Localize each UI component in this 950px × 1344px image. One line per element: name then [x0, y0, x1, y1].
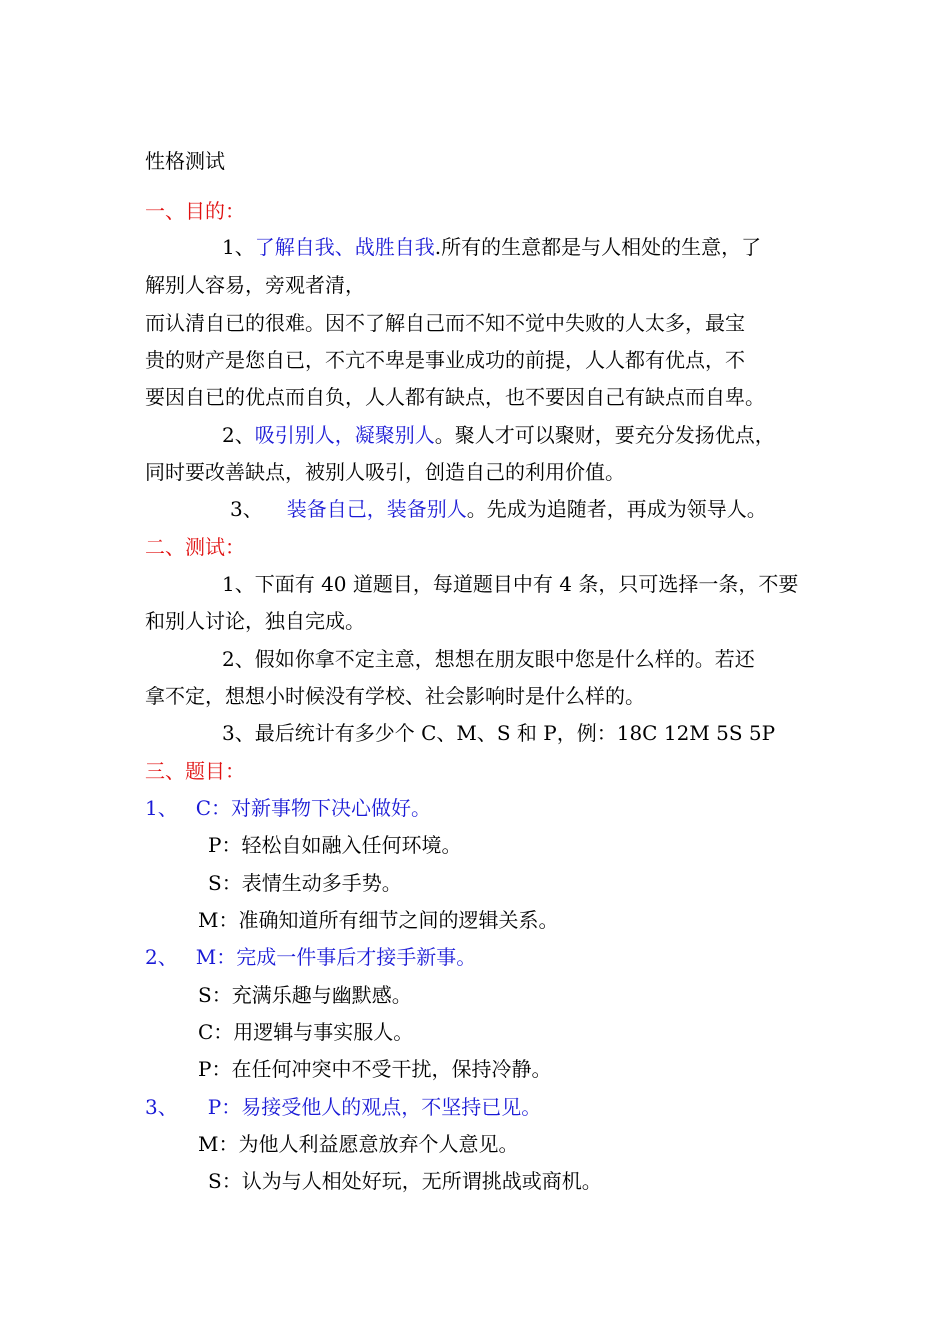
paragraph-line [222, 422, 775, 448]
item-number: 2、 [222, 423, 255, 447]
paragraph-line: 解别人容易，旁观者清， [145, 273, 365, 297]
item-number: 1、 [222, 235, 255, 259]
paragraph-line: 同时要改善缺点，被别人吸引，创造自己的利用价值。 [145, 460, 625, 484]
question-option: S：充满乐趣与幽默感。 [198, 983, 412, 1007]
question-2 [145, 944, 476, 970]
question-number: 3、 [145, 1095, 178, 1119]
question-option: M：为他人利益愿意放弃个人意见。 [198, 1132, 519, 1156]
highlight-text: 了解自我、战胜自我 [254, 235, 435, 259]
paragraph-line: 要因自已的优点而自负，人人都有缺点，也不要因自己有缺点而自卑。 [145, 385, 765, 409]
paragraph-text: 。聚人才可以聚财，要充分发扬优点， [434, 423, 775, 447]
highlight-text: 吸引别人，凝聚别人 [254, 423, 435, 447]
section-heading-questions: 三、题目： [145, 759, 245, 783]
paragraph-line: 拿不定，想想小时候没有学校、社会影响时是什么样的。 [145, 684, 645, 708]
paragraph-line: 贵的财产是您自已，不亢不卑是事业成功的前提，人人都有优点，不 [145, 348, 745, 372]
question-1 [145, 795, 431, 821]
question-option: P：易接受他人的观点，不坚持已见。 [207, 1095, 542, 1119]
document-title: 性格测试 [145, 149, 225, 173]
section-heading-test: 二、测试： [145, 535, 245, 559]
question-3 [145, 1094, 541, 1120]
paragraph-line [222, 234, 761, 260]
paragraph-line: 和别人讨论，独自完成。 [145, 609, 365, 633]
question-option: M：准确知道所有细节之间的逻辑关系。 [198, 908, 559, 932]
question-option: M：完成一件事后才接手新事。 [195, 945, 477, 969]
question-option: P：在任何冲突中不受干扰，保持冷静。 [198, 1057, 552, 1081]
question-option: P：轻松自如融入任何环境。 [208, 833, 462, 857]
question-number: 2、 [145, 945, 178, 969]
paragraph-line: 而认清自已的很难。因不了解自己而不知不觉中失败的人太多，最宝 [145, 311, 745, 335]
section-heading-purpose: 一、目的： [145, 199, 245, 223]
question-option: S：表情生动多手势。 [208, 871, 402, 895]
paragraph-text: 。先成为追随者，再成为领导人。 [466, 497, 767, 521]
paragraph-line: 2、假如你拿不定主意，想想在朋友眼中您是什么样的。若还 [222, 647, 755, 671]
question-number: 1、 [145, 796, 178, 820]
paragraph-line: 1、下面有 40 道题目，每道题目中有 4 条，只可选择一条，不要 [222, 572, 799, 596]
item-number: 3、 [230, 497, 263, 521]
question-option: C：对新事物下决心做好。 [195, 796, 432, 820]
question-option: S：认为与人相处好玩，无所谓挑战或商机。 [208, 1169, 602, 1193]
highlight-text: 装备自己，装备别人 [286, 497, 467, 521]
question-option: C：用逻辑与事实服人。 [198, 1020, 414, 1044]
paragraph-line [230, 496, 767, 522]
paragraph-line: 3、最后统计有多少个 C、M、S 和 P，例：18C 12M 5S 5P [222, 721, 776, 745]
paragraph-text: .所有的生意都是与人相处的生意，了 [434, 235, 762, 259]
